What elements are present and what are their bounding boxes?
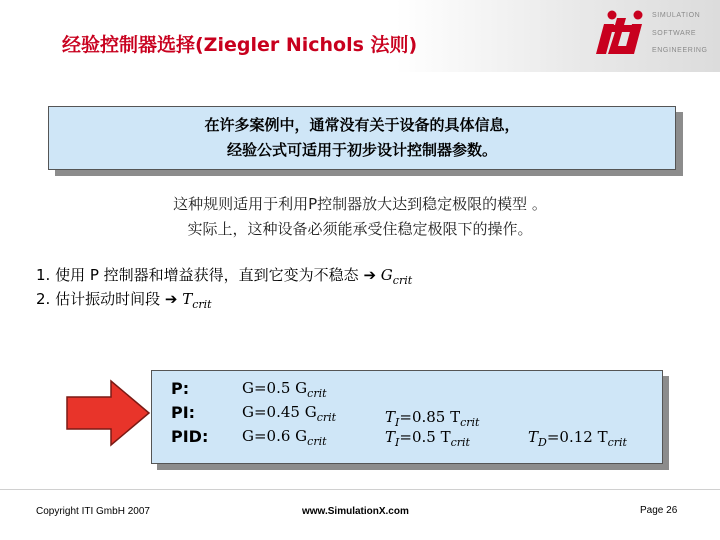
pid-gain-formula: G=0.6 $G_{crit}$	[242, 427, 327, 448]
slide-title: 经验控制器选择(Ziegler Nichols 法则)	[62, 34, 418, 56]
step-2-symbol: T	[182, 290, 193, 308]
iti-logo	[590, 8, 648, 60]
callout-line-1: 在许多案例中，通常没有关于设备的具体信息，	[204, 116, 520, 134]
footer-page-number: Page 26	[640, 505, 678, 516]
row-label-pid: PID:	[171, 427, 209, 446]
description-line-2: 实际上，这种设备必须能承受住稳定极限下的操作。	[187, 220, 533, 238]
footer-divider	[0, 489, 720, 490]
footer-url-link[interactable]: www.SimulationX.com	[302, 506, 409, 517]
step-1-subscript: crit	[392, 274, 413, 287]
p-gain-formula: G=0.5 $G_{crit}$	[242, 379, 327, 400]
big-red-arrow-icon	[65, 379, 151, 447]
step-1	[36, 264, 412, 285]
row-label-p: P:	[171, 379, 190, 398]
footer-copyright: Copyright ITI GmbH 2007	[36, 506, 150, 517]
right-arrow-icon: ➔	[363, 266, 377, 284]
info-callout	[48, 106, 676, 170]
description-line-1: 这种规则适用于利用P控制器放大达到稳定极限的模型 。	[173, 195, 547, 213]
pi-ti-formula: $T_I=0.85$ $T_{crit}$	[385, 408, 480, 429]
pid-ti-formula: $T_I=0.5$ $T_{crit}$	[385, 428, 470, 449]
step-2-text: 2. 估计振动时间段	[36, 290, 165, 308]
tagline-software: SOFTWARE	[652, 30, 697, 37]
formula-table	[151, 370, 663, 464]
tagline-engineering: ENGINEERING	[652, 47, 708, 54]
step-2-subscript: crit	[192, 298, 212, 311]
step-1-symbol: G	[380, 266, 393, 284]
tagline-simulation: SIMULATION	[652, 12, 701, 19]
callout-line-2: 经验公式可适用于初步设计控制器参数。	[226, 141, 497, 159]
row-label-pi: PI:	[171, 403, 196, 422]
pi-gain-formula: G=0.45 $G_{crit}$	[242, 403, 337, 424]
step-2	[36, 288, 212, 309]
step-1-text: 1. 使用 P 控制器和增益获得，直到它变为不稳态	[36, 266, 364, 284]
right-arrow-icon: ➔	[164, 290, 178, 308]
pid-td-formula: $T_D=0.12$ $T_{crit}$	[528, 428, 627, 449]
